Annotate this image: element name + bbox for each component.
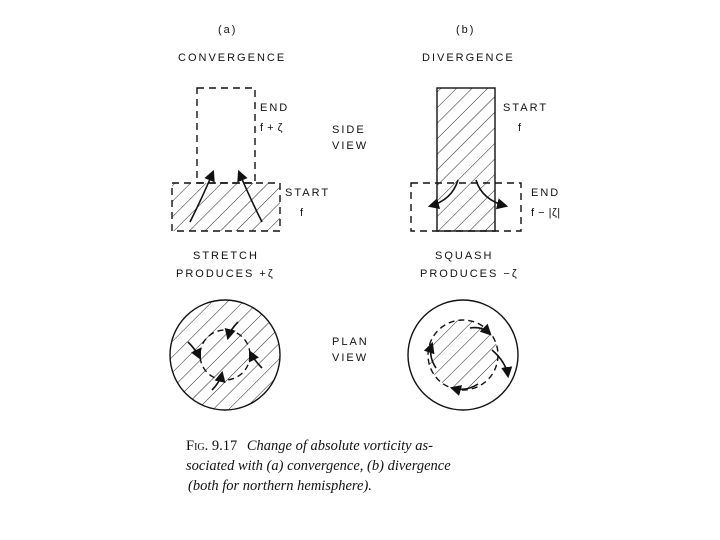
convergence-start-slab-fill xyxy=(172,183,280,231)
figure-number: Fig. 9.17 xyxy=(186,438,238,454)
squash-produces-label: PRODUCES −ζ xyxy=(420,268,519,280)
panel-a-title: CONVERGENCE xyxy=(178,52,287,64)
panel-a-letter: (a) xyxy=(218,24,238,36)
convergence-start-label: START xyxy=(285,187,331,199)
stretch-produces-label: PRODUCES +ζ xyxy=(176,268,275,280)
convergence-inner-ring-background xyxy=(200,330,250,380)
divergence-start-label: START xyxy=(503,102,549,114)
divergence-start-value: f xyxy=(518,122,524,134)
divergence-end-label: END xyxy=(531,187,561,199)
panel-b-title: DIVERGENCE xyxy=(422,52,515,64)
convergence-end-value: f + ζ xyxy=(260,122,283,134)
plan-view-label-line1: PLAN xyxy=(332,336,369,348)
caption-text-line-2: sociated with (a) convergence, (b) divergence xyxy=(186,458,451,474)
caption-line-1 xyxy=(186,436,536,456)
convergence-plan-view xyxy=(170,300,280,410)
convergence-start-value: f xyxy=(300,207,306,219)
plan-view-label-line2: VIEW xyxy=(332,352,369,364)
caption-text-line-1: Change of absolute vorticity as- xyxy=(246,438,433,454)
figure-caption xyxy=(186,436,536,496)
convergence-end-label: END xyxy=(260,102,290,114)
convergence-end-column xyxy=(197,88,255,183)
divergence-plan-view xyxy=(408,300,518,410)
panel-b-letter: (b) xyxy=(456,24,476,36)
side-view-label-line2: VIEW xyxy=(332,140,369,152)
stretch-label: STRETCH xyxy=(193,250,259,262)
caption-text-line-3: (both for northern hemisphere). xyxy=(188,478,372,494)
side-view-label-line1: SIDE xyxy=(332,124,366,136)
divergence-start-column-fill xyxy=(437,88,495,231)
squash-label: SQUASH xyxy=(435,250,494,262)
divergence-end-value: f − |ζ| xyxy=(531,207,561,219)
